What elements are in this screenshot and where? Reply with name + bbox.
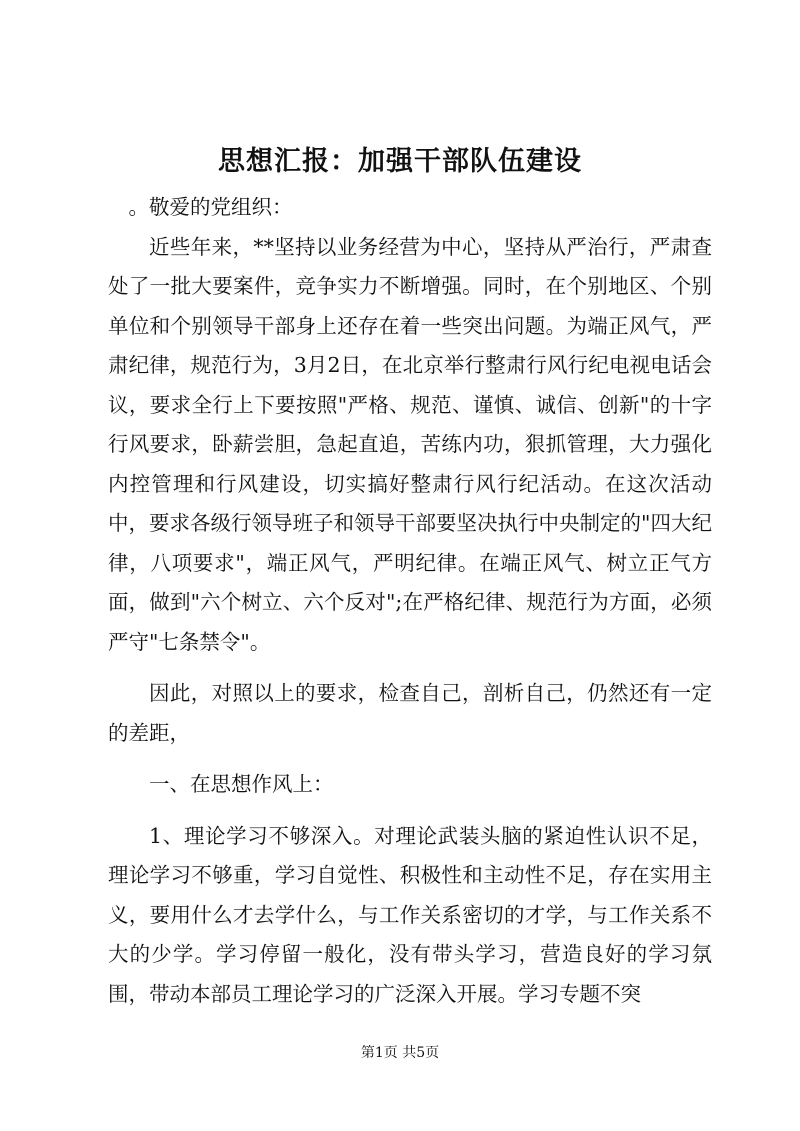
paragraph-self-review: 因此，对照以上的要求，检查自己，剖析自己，仍然还有一定的差距， <box>108 681 712 745</box>
document-body <box>108 188 712 1014</box>
section-heading-ideology: 一、在思想作风上： <box>149 772 334 796</box>
salutation: 。敬爱的党组织： <box>128 195 293 219</box>
page-number-footer: 第1页 共5页 <box>360 1045 440 1061</box>
paragraph-intro: 近些年来，**坚持以业务经营为中心，坚持从严治行，严肃查处了一批大要案件，竞争实力不断增强。同时，在个别地区、个别单位和个别领导干部身上还存在着一些突出问题。为端正风气，严肃纪律，规范行为，3月2日，在北京举行整肃行风行纪电视电话会议，要求全行上下要按照"严格、规范、谨慎、诚信、创新"的十字行风要求，卧薪尝胆，急起直追，苦练内功，狠抓管理，大力强化内控管理和行风建设，切实搞好整肃行风行纪活动。在这次活动中，要求各级行领导班子和领导干部要坚决执行中央制定的"四大纪律，八项要求"，端正风气，严明纪律。在端正风气、树立正气方面，做到"六个树立、六个反对";在严格纪律、规范行为方面，必须严守"七条禁令"。 <box>108 234 712 654</box>
document-title: 思想汇报：加强干部队伍建设 <box>218 146 582 177</box>
paragraph-theory-study: 1、理论学习不够深入。对理论武装头脑的紧迫性认识不足，理论学习不够重，学习自觉性、积极性和主动性不足，存在实用主义，要用什么才去学什么，与工作关系密切的才学，与工作关系不大的少学。学习停留一般化，没有带头学习，营造良好的学习氛围，带动本部员工理论学习的广泛深入开展。学习专题不突 <box>108 823 712 1006</box>
